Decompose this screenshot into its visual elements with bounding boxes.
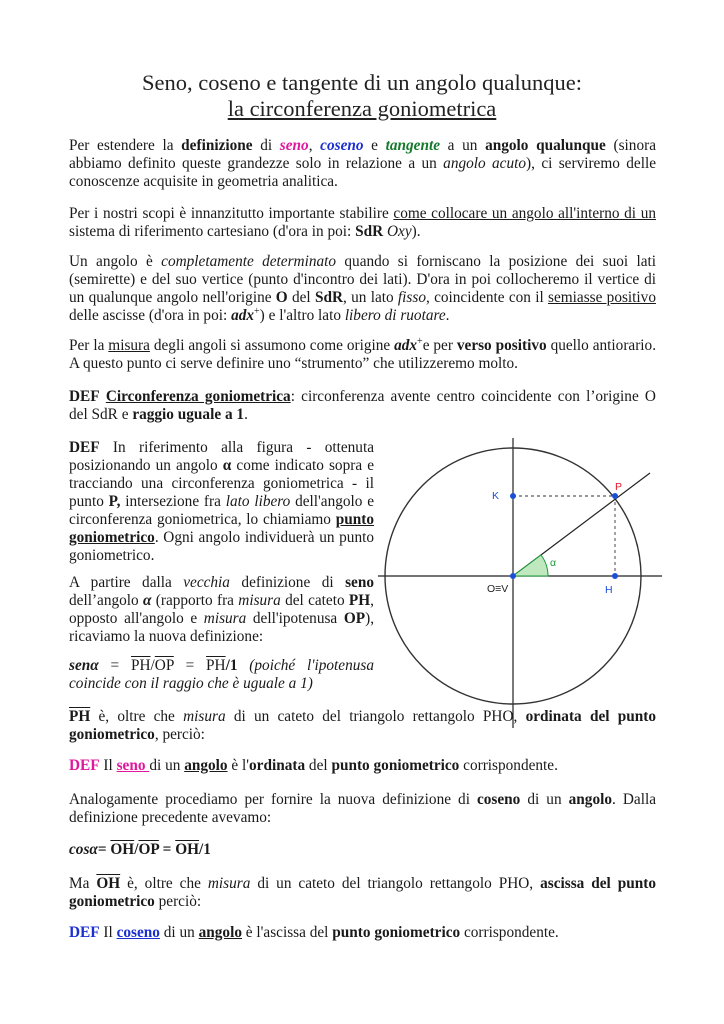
formula-cosa: cosα — [69, 841, 98, 858]
superscript-plus: + — [417, 335, 423, 347]
def-seno — [69, 757, 656, 775]
segment-OP: $\overline{OP}$ — [138, 841, 159, 858]
text: corrispondente. — [459, 757, 558, 774]
text: ). — [411, 223, 421, 240]
text: è, oltre che — [120, 875, 208, 892]
term-libero: libero di ruotare — [344, 307, 446, 324]
text: dell’angolo — [69, 592, 143, 609]
text: . Ogni angolo individuerà un punto goniometrico. — [69, 529, 374, 564]
term-angolo: angolo — [198, 924, 242, 941]
label-K: K — [492, 490, 500, 502]
text: Il — [99, 924, 117, 941]
term-seno: seno — [345, 574, 374, 591]
scopi-paragraph — [69, 205, 656, 241]
term-coseno: coseno — [320, 137, 364, 154]
formula-sena: senα — [69, 657, 99, 674]
formula-coseno — [69, 841, 656, 859]
term-sdr: SdR — [314, 289, 344, 306]
segment-PH: $\overline{PH}$ — [206, 657, 226, 674]
text: di un — [149, 757, 185, 774]
segment-OH: $\overline{OH}$ — [110, 841, 135, 858]
text: , un lato — [343, 289, 398, 306]
term-lato-libero: lato libero — [225, 493, 291, 510]
text: di — [252, 137, 280, 154]
term-semiasse: semiasse positivo — [548, 289, 656, 306]
text: Il — [99, 757, 117, 774]
text: , perciò: — [154, 726, 205, 743]
text: = — [97, 841, 111, 858]
text: di un — [159, 924, 199, 941]
term-vecchia: vecchia — [183, 574, 230, 591]
text: . Dalla definizione precedente avevamo: — [69, 791, 656, 826]
term-P: P, — [108, 493, 121, 510]
misura-paragraph — [69, 337, 656, 373]
text: (sinora abbiamo definito queste grandezze solo in relazione a un — [69, 137, 656, 172]
term-definizione: definizione — [181, 137, 253, 154]
text: (rapporto fra — [151, 592, 239, 609]
term-raggio: raggio uguale a 1 — [132, 406, 245, 423]
segment-PH: $\overline{PH}$ — [69, 708, 91, 725]
term-OP: OP — [343, 610, 366, 627]
term-seno: seno — [116, 757, 150, 774]
term-coseno: coseno — [476, 791, 521, 808]
term-PH: PH — [348, 592, 371, 609]
term-misura: misura — [203, 610, 247, 627]
text: / — [134, 841, 139, 858]
term-origin: O — [275, 289, 288, 306]
term-angolo: angolo — [184, 757, 228, 774]
text: sistema di riferimento cartesiano (d'ora in poi: — [69, 223, 356, 240]
term-oxy: Oxy — [383, 223, 412, 240]
text: ), ci serviremo delle conoscenze acquisite in geometria analitica. — [69, 155, 656, 190]
term-adx: adx — [394, 337, 418, 354]
def-coseno — [69, 924, 656, 942]
text: è, oltre che — [90, 708, 184, 725]
term-adx: adx — [231, 307, 255, 324]
text: ) e l'altro lato — [259, 307, 345, 324]
term-ascissa: ascissa del punto goniometrico — [69, 875, 657, 910]
segment-OH: $\overline{OH}$ — [175, 841, 200, 858]
segment-PH: $\overline{PH}$ — [130, 657, 151, 674]
point-H-dot — [612, 573, 618, 579]
text: = — [158, 841, 176, 858]
symbol-alpha: α — [142, 592, 152, 609]
text: Per estendere la — [69, 137, 182, 154]
text: di un cateto del triangolo rettangolo PHO, — [250, 875, 541, 892]
def-punto-goniometrico — [69, 439, 374, 565]
text: /1 — [199, 841, 211, 858]
label-O-V: O≡V — [487, 583, 509, 595]
label-alpha: α — [550, 557, 557, 569]
term-misura: misura — [207, 875, 251, 892]
unit-circle-figure — [378, 436, 668, 736]
text: = — [173, 657, 207, 674]
point-K-dot — [510, 493, 516, 499]
intro-paragraph — [69, 137, 656, 191]
underlined-phrase: come collocare un angolo all'interno di un — [393, 205, 656, 222]
text: corrispondente. — [460, 924, 559, 941]
text: e — [363, 137, 386, 154]
def-label: DEF — [69, 439, 100, 456]
text: quello antiorario. A questo punto ci serve definire uno “strumento” che utilizzeremo molto. — [69, 337, 657, 372]
text: dell'angolo e circonferenza goniometrica, lo chiamiamo — [69, 493, 375, 528]
term-sdr: SdR — [355, 223, 384, 240]
term-punto-goniometrico: punto goniometrico — [69, 511, 374, 546]
text: a un — [440, 137, 486, 154]
origin-dot — [510, 573, 516, 579]
segment-OP: $\overline{OP}$ — [154, 657, 174, 674]
text: del — [287, 289, 315, 306]
term-angolo-acuto: angolo acuto — [443, 155, 527, 172]
term-verso-positivo: verso positivo — [456, 337, 547, 354]
term-misura: misura — [108, 337, 150, 354]
vecchia-paragraph — [69, 574, 374, 646]
text: del cateto — [280, 592, 349, 609]
ma-paragraph — [69, 875, 656, 911]
superscript-plus: + — [254, 305, 260, 317]
text: , — [308, 137, 321, 154]
term-misura: misura — [183, 708, 226, 725]
text: . — [244, 406, 248, 423]
term-seno: seno — [279, 137, 309, 154]
text: degli angoli si assumono come origine — [149, 337, 395, 354]
analog-paragraph — [69, 791, 656, 827]
term-ordinata: ordinata — [249, 757, 306, 774]
term-punto-goniometrico: punto goniometrico — [331, 757, 460, 774]
text: Un angolo è — [69, 253, 162, 270]
text: del — [305, 757, 332, 774]
text: /1 — [225, 657, 238, 674]
text: Ma — [69, 875, 97, 892]
text: quando si forniscano la posizione dei suoi lati (semirette) e del suo vertice (punto d'incontro dei lati). D'ora in poi collocheremo il vertice di un qualunque angolo nell'origine — [69, 253, 657, 306]
angle-arc — [513, 555, 548, 576]
point-P-dot — [612, 493, 618, 499]
symbol-alpha: α — [222, 457, 232, 474]
text: dell'ipotenusa — [246, 610, 344, 627]
text: è l'ascissa del — [241, 924, 333, 941]
title-line-2: la circonferenza goniometrica — [227, 96, 497, 121]
term-tangente: tangente — [385, 137, 441, 154]
term-fisso: fisso — [397, 289, 426, 306]
label-H: H — [605, 584, 613, 596]
text: In riferimento alla figura - ottenuta posizionando un angolo — [69, 439, 374, 474]
formula-seno — [69, 657, 374, 693]
text: A partire dalla — [69, 574, 184, 591]
text: ), ricaviamo la nuova definizione: — [69, 610, 375, 645]
label-P: P — [615, 481, 623, 493]
text: come indicato sopra e tracciando una circonferenza goniometrica - il punto — [69, 457, 374, 510]
title-line-1: Seno, coseno e tangente di un angolo qualunque: — [142, 70, 582, 95]
def-label: DEF — [69, 388, 100, 405]
text: Per la — [69, 337, 109, 354]
text: di un — [520, 791, 569, 808]
term-coseno: coseno — [116, 924, 160, 941]
term-completamente: completamente determinato — [161, 253, 337, 270]
text: di un cateto del triangolo rettangolo PHO, — [225, 708, 526, 725]
text: , opposto all'angolo e — [69, 592, 374, 627]
text: . — [445, 307, 450, 324]
segment-OH: $\overline{OH}$ — [96, 875, 121, 892]
term-ordinata: ordinata del punto goniometrico — [69, 708, 656, 743]
term-angolo: angolo — [568, 791, 612, 808]
def-circonferenza — [69, 388, 656, 424]
def-label: DEF — [69, 924, 100, 941]
formula-note: (poiché l'ipotenusa coincide con il raggio che è uguale a 1) — [69, 657, 374, 692]
text: perciò: — [154, 893, 202, 910]
text: / — [150, 657, 155, 674]
text: : circonferenza avente centro coincidente con l’origine O del SdR e — [69, 388, 656, 423]
term-misura: misura — [238, 592, 281, 609]
text: Analogamente procediamo per fornire la nuova definizione di — [69, 791, 477, 808]
text: = — [98, 657, 131, 674]
text: è l' — [227, 757, 249, 774]
text: definizione di — [229, 574, 346, 591]
text: , coincidente con il — [425, 289, 549, 306]
term-angolo-qualunque: angolo qualunque — [485, 137, 606, 154]
term-punto-goniometrico: punto goniometrico — [332, 924, 461, 941]
angolo-paragraph — [69, 253, 656, 325]
def-label: DEF — [69, 757, 100, 774]
term-circonferenza: Circonferenza goniometrica — [105, 388, 291, 405]
text: delle ascisse (d'ora in poi: — [69, 307, 232, 324]
page-title — [0, 70, 724, 122]
text: e per — [422, 337, 457, 354]
text: Per i nostri scopi è innanzitutto importante stabilire — [69, 205, 394, 222]
text: intersezione fra — [120, 493, 226, 510]
